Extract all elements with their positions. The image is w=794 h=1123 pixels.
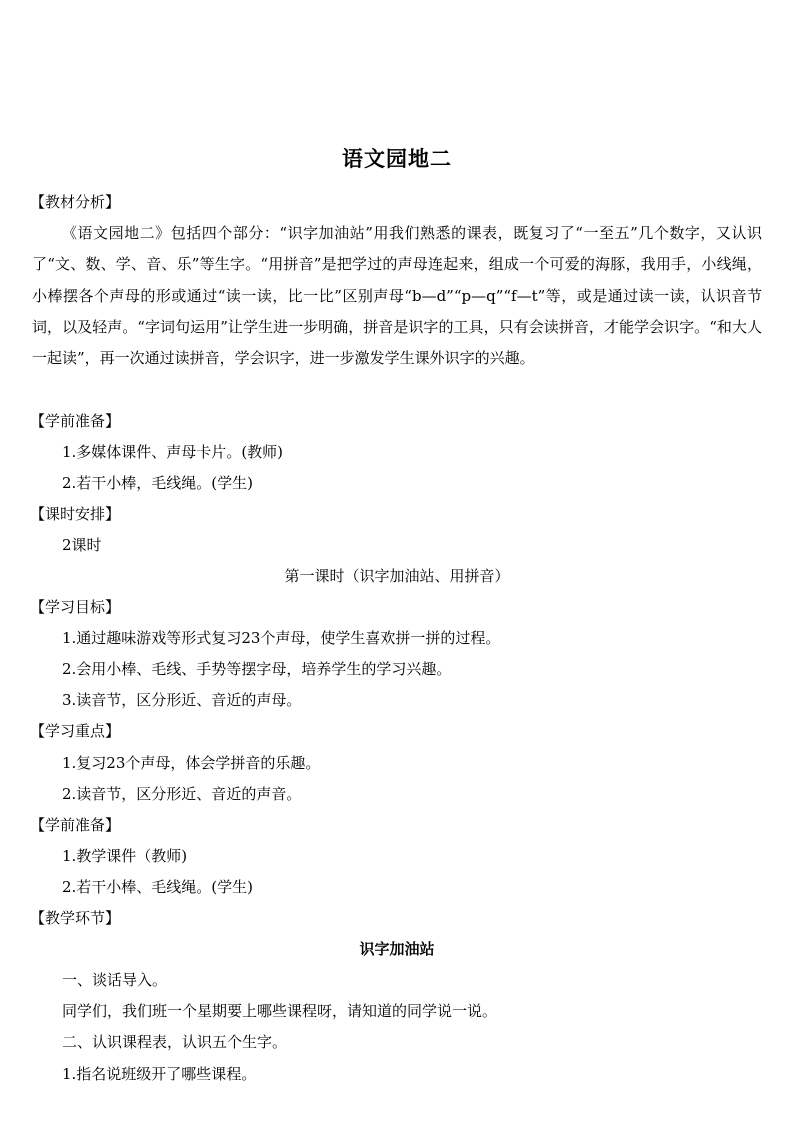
page-title: 语文园地二 — [342, 146, 452, 171]
goal-item-2: 2.会用小棒、毛线、手势等摆字母，培养学生的学习兴趣。 — [62, 660, 452, 678]
focus-item-2: 2.读音节，区分形近、音近的声音。 — [62, 785, 302, 803]
section-head-goals: 【学习目标】 — [30, 598, 121, 616]
section-head-prep2: 【学前准备】 — [30, 816, 121, 834]
focus-item-1: 1.复习23个声母，体会学拼音的乐趣。 — [62, 754, 321, 772]
step-line-4: 1.指名说班级开了哪些课程。 — [62, 1065, 257, 1083]
schedule-text: 2课时 — [62, 536, 102, 554]
step-line-3: 二、认识课程表，认识五个生字。 — [62, 1033, 288, 1051]
section-head-steps: 【教学环节】 — [30, 909, 121, 927]
step-line-2: 同学们，我们班一个星期要上哪些课程呀，请知道的同学说一说。 — [62, 1002, 498, 1020]
section-head-analysis: 【教材分析】 — [30, 193, 121, 211]
prep-item-1: 1.多媒体课件、声母卡片。(教师) — [62, 443, 284, 461]
section-head-prep: 【学前准备】 — [30, 412, 121, 430]
lesson1-title: 第一课时（识字加油站、用拼音） — [284, 567, 510, 585]
prep-item-2: 2.若干小棒，毛线绳。(学生) — [62, 474, 254, 492]
prep2-item-1: 1.教学课件（教师) — [62, 847, 188, 865]
goal-item-3: 3.读音节，区分形近、音近的声母。 — [62, 691, 302, 709]
section-head-focus: 【学习重点】 — [30, 722, 121, 740]
step-line-1: 一、谈话导入。 — [62, 971, 168, 989]
station-title: 识字加油站 — [359, 940, 435, 958]
section-head-schedule: 【课时安排】 — [30, 505, 121, 523]
analysis-paragraph: 《语文园地二》包括四个部分：“识字加油站”用我们熟悉的课表，既复习了“一至五”几个数字，又认识了“文、数、学、音、乐”等生字。“用拼音”是把学过的声母连起来，组成一个可爱的海豚，我用手，小线绳，小棒摆各个声母的形或通过“读一读，比一比”区别声母“b—d”“p—q”“f—t”等，或是通过读一读，认识音节词，以及轻声。“字词句运用”让学生进一步明确，拼音是识字的工具，只有会读拼音，才能学会识字。“和大人一起读”，再一次通过读拼音，学会识字，进一步激发学生课外识字的兴趣。 — [32, 224, 762, 368]
prep2-item-2: 2.若干小棒、毛线绳。(学生) — [62, 878, 254, 896]
goal-item-1: 1.通过趣味游戏等形式复习23个声母，使学生喜欢拼一拼的过程。 — [62, 629, 501, 647]
